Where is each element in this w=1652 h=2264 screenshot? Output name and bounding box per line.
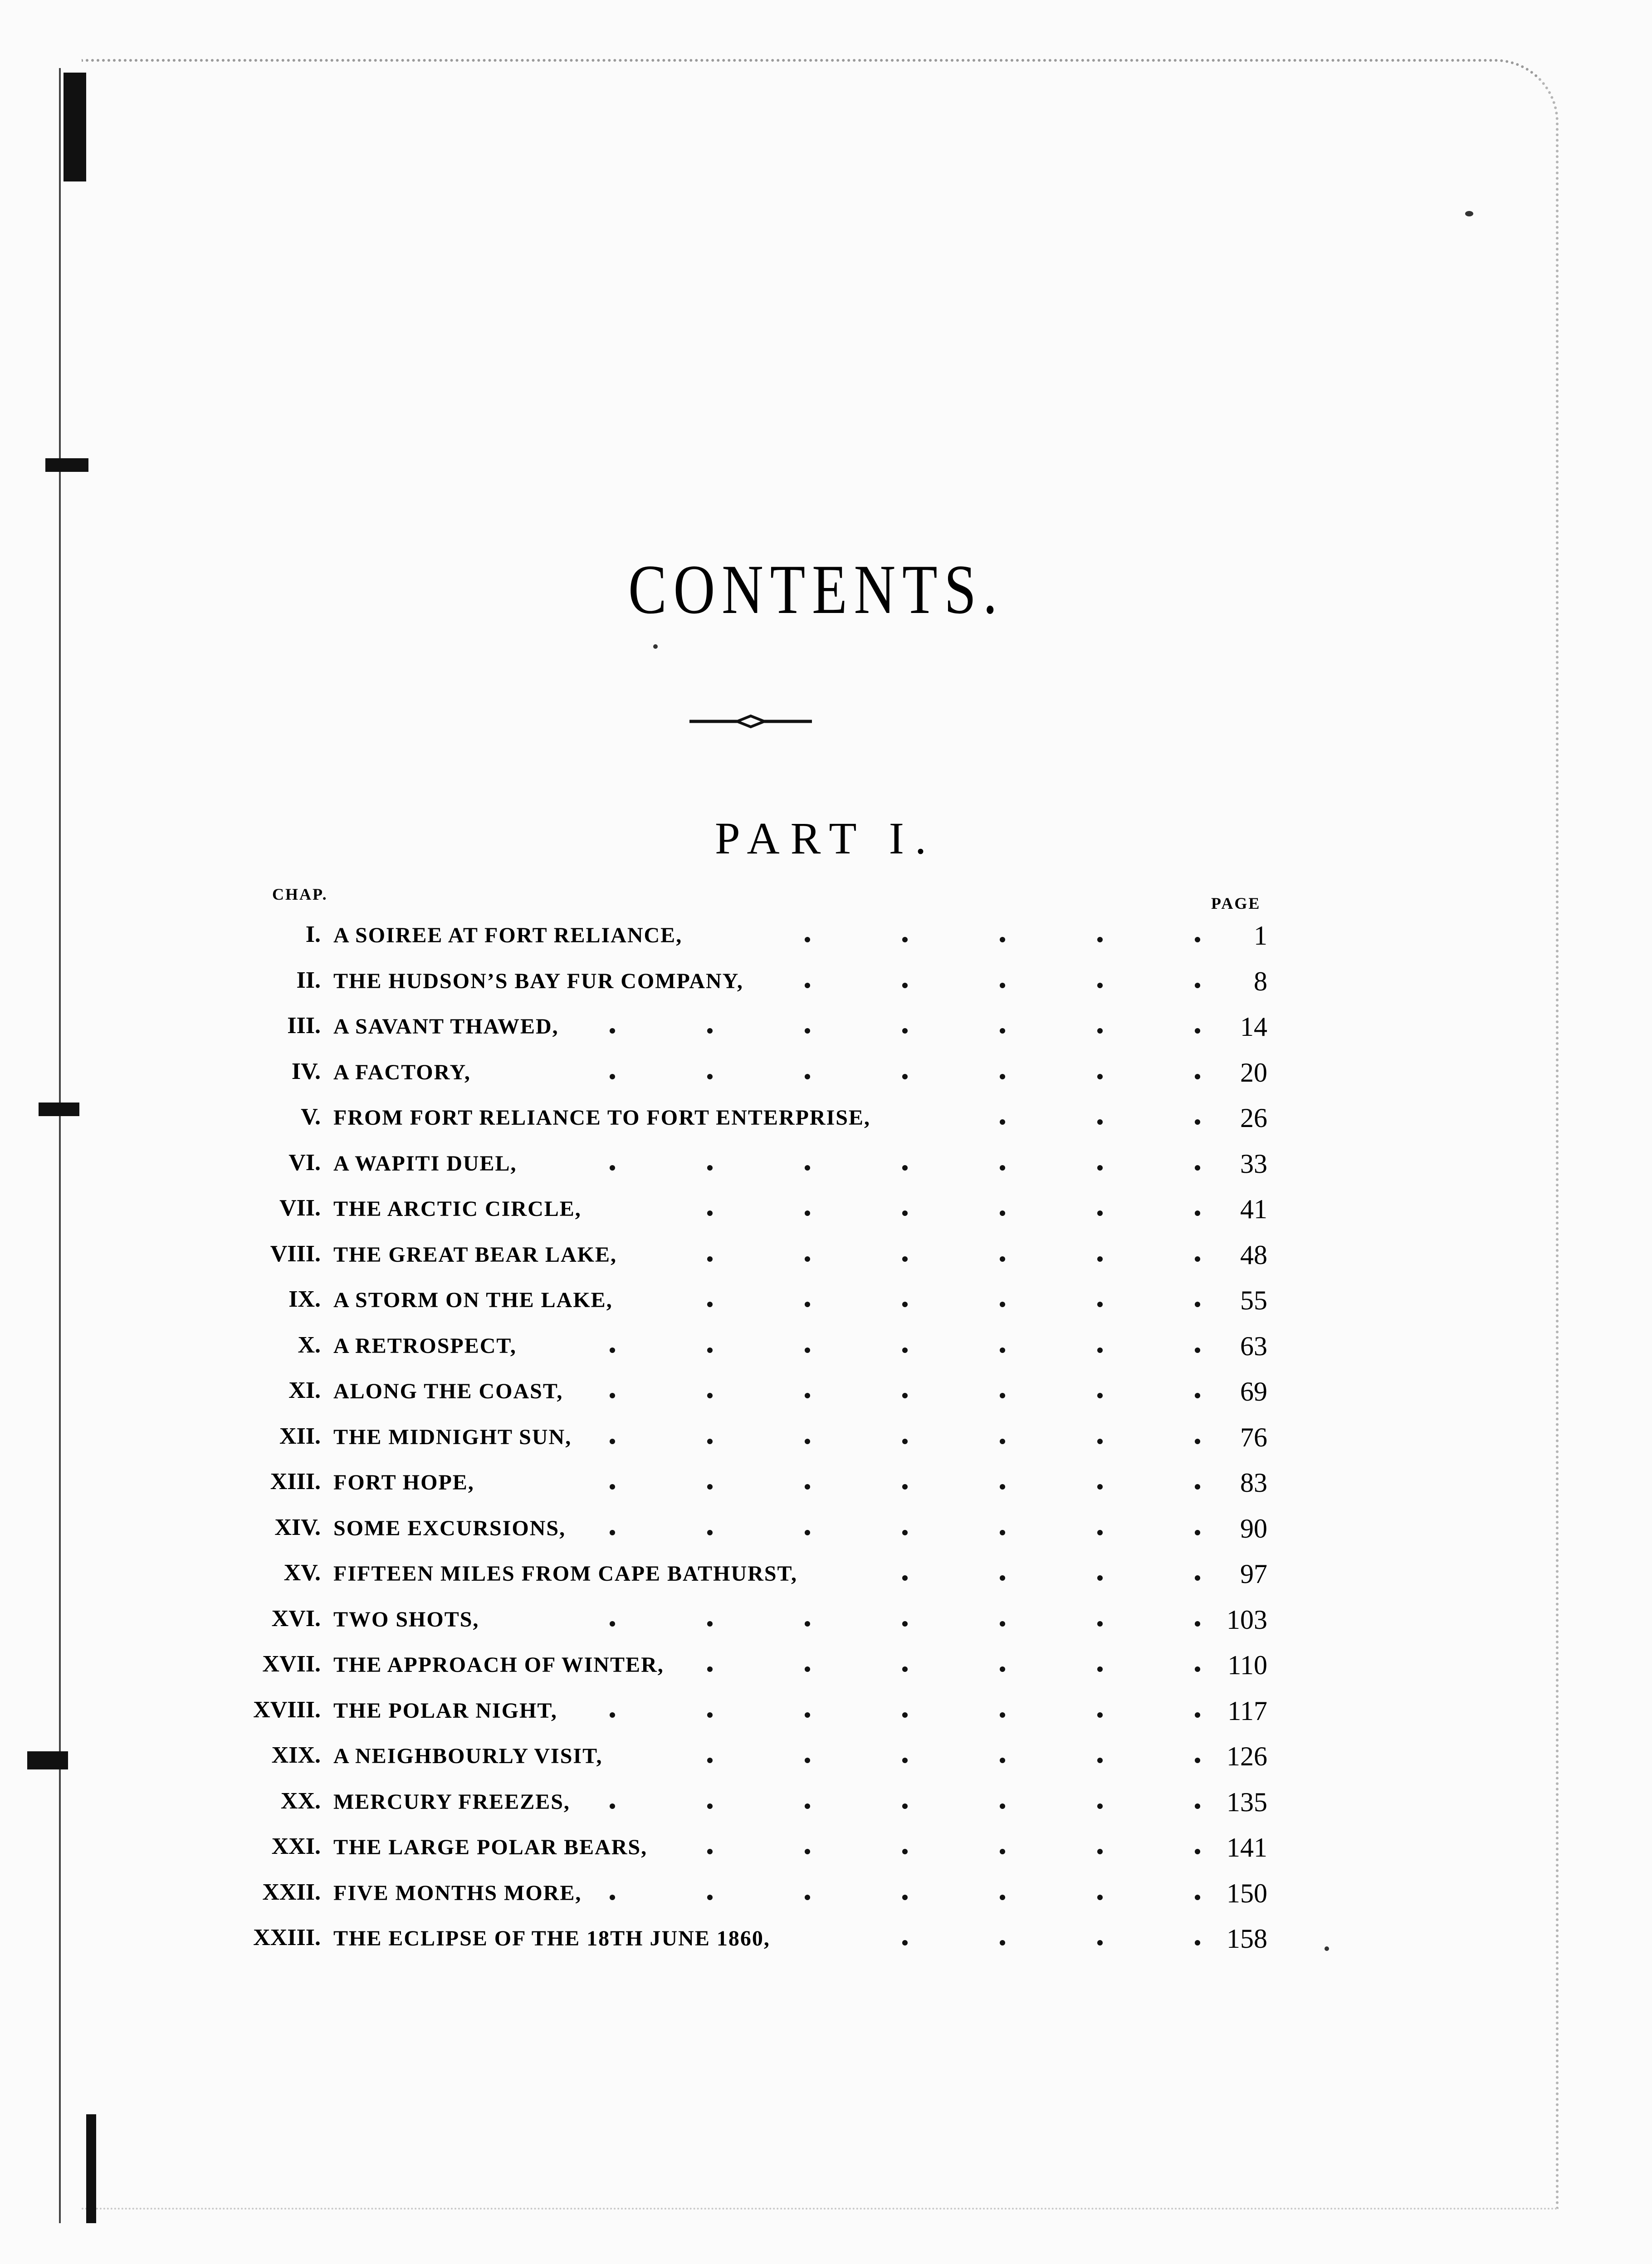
chapter-title: THE ECLIPSE OF THE 18TH JUNE 1860, — [333, 1926, 770, 1950]
chapter-title: A RETROSPECT, — [333, 1333, 517, 1358]
chapter-number: XXIII. — [253, 1925, 321, 1950]
binding-mark — [86, 2114, 96, 2223]
dot-leader — [572, 1603, 1202, 1631]
dot-leader — [572, 1740, 1202, 1767]
page-number: 90 — [1240, 1513, 1267, 1544]
chapter-number: VI. — [288, 1149, 321, 1176]
chapter-number: VIII. — [270, 1240, 321, 1267]
dot-leader — [572, 1193, 1202, 1220]
chapter-number: IV. — [291, 1058, 321, 1084]
page-number: 126 — [1227, 1741, 1267, 1771]
dot-leader — [572, 1010, 1202, 1038]
toc-entry — [0, 1601, 1652, 1646]
binding-mark — [64, 73, 86, 181]
chapter-title: THE GREAT BEAR LAKE, — [333, 1242, 617, 1267]
dot-leader — [572, 1239, 1202, 1266]
page-number: 135 — [1227, 1787, 1267, 1817]
chapter-number: XXI. — [271, 1833, 321, 1859]
chapter-number: XV. — [283, 1560, 321, 1586]
page-number: 117 — [1227, 1696, 1267, 1726]
chapter-title: THE ARCTIC CIRCLE, — [333, 1197, 582, 1221]
page-column-header: PAGE — [1211, 894, 1261, 912]
toc-entry — [0, 1372, 1652, 1418]
toc-entry — [0, 1828, 1652, 1874]
chapter-number: I. — [305, 921, 321, 947]
toc-entry — [0, 1737, 1652, 1783]
toc-entry — [0, 1692, 1652, 1737]
toc-entry — [0, 916, 1652, 962]
toc-entry — [0, 1464, 1652, 1509]
chapter-number: XIX. — [271, 1742, 321, 1768]
chapter-title: FIFTEEN MILES FROM CAPE BATHURST, — [333, 1562, 797, 1586]
chapter-title: THE LARGE POLAR BEARS, — [333, 1835, 648, 1859]
chapter-number: XII. — [279, 1423, 321, 1449]
chapter-number: V. — [301, 1104, 321, 1130]
chapter-title: FROM FORT RELIANCE TO FORT ENTERPRISE, — [333, 1106, 870, 1130]
page-number: 83 — [1240, 1468, 1267, 1498]
chapter-title: TWO SHOTS, — [333, 1607, 479, 1632]
chapter-title: THE MIDNIGHT SUN, — [333, 1425, 572, 1449]
toc-entry — [0, 1327, 1652, 1372]
chapter-number: XXII. — [262, 1879, 321, 1905]
page-number: 14 — [1240, 1012, 1267, 1042]
page-number: 26 — [1240, 1103, 1267, 1133]
chapter-title: A SOIREE AT FORT RELIANCE, — [333, 923, 683, 947]
dot-leader — [572, 1695, 1202, 1722]
chapter-number: XIII. — [270, 1469, 321, 1495]
page-number: 1 — [1254, 921, 1267, 951]
chapter-title: THE HUDSON’S BAY FUR COMPANY, — [333, 969, 743, 993]
chapter-number: IX. — [288, 1286, 321, 1312]
page-number: 69 — [1240, 1377, 1267, 1406]
dot-leader — [572, 1922, 1202, 1950]
chapter-number: III. — [287, 1013, 321, 1039]
chapter-number: VII. — [279, 1195, 321, 1221]
toc-entry — [0, 1008, 1652, 1053]
chapter-number: X. — [298, 1332, 321, 1358]
toc-entry — [0, 1509, 1652, 1555]
chapter-title: A NEIGHBOURLY VISIT, — [333, 1744, 603, 1768]
page-number: 20 — [1240, 1057, 1267, 1088]
dot-leader — [572, 1558, 1202, 1585]
dot-leader — [572, 1102, 1202, 1129]
chapter-number: XVI. — [271, 1605, 321, 1632]
toc-entry — [0, 1646, 1652, 1691]
page-number: 41 — [1240, 1194, 1267, 1224]
page-number: 110 — [1227, 1650, 1267, 1680]
chapter-number: XVII. — [262, 1651, 321, 1677]
chapter-number: II. — [296, 967, 321, 993]
dot-leader — [572, 1375, 1202, 1402]
chapter-title: THE APPROACH OF WINTER, — [333, 1653, 664, 1677]
dot-leader — [572, 919, 1202, 946]
dot-leader — [572, 1421, 1202, 1448]
chapter-title: FIVE MONTHS MORE, — [333, 1881, 582, 1905]
scan-speck — [653, 644, 658, 649]
dot-leader — [572, 1512, 1202, 1539]
page-number: 76 — [1240, 1422, 1267, 1452]
page-number: 8 — [1254, 966, 1267, 996]
toc-entry — [0, 1281, 1652, 1327]
page-number: 63 — [1240, 1331, 1267, 1361]
chapter-title: MERCURY FREEZES, — [333, 1789, 570, 1814]
chapter-number: XI. — [288, 1377, 321, 1403]
chapter-title: ALONG THE COAST, — [333, 1379, 563, 1403]
toc-entry — [0, 1920, 1652, 1965]
dot-leader — [572, 1649, 1202, 1676]
page-title: CONTENTS. — [628, 550, 1004, 628]
dot-leader — [572, 1330, 1202, 1357]
toc-entry — [0, 962, 1652, 1008]
chapter-number: XX. — [280, 1788, 321, 1814]
toc-entry — [0, 1099, 1652, 1144]
page-number: 103 — [1227, 1604, 1267, 1635]
chapter-column-header: CHAP. — [272, 885, 328, 903]
dot-leader — [572, 1466, 1202, 1494]
ornament-rule — [689, 712, 812, 730]
chapter-title: FORT HOPE, — [333, 1470, 474, 1495]
chapter-title: A STORM ON THE LAKE, — [333, 1288, 613, 1312]
chapter-title: SOME EXCURSIONS, — [333, 1516, 566, 1540]
toc-entry — [0, 1418, 1652, 1464]
page-number: 141 — [1227, 1833, 1267, 1862]
page-number: 48 — [1240, 1240, 1267, 1270]
chapter-number: XVIII. — [253, 1696, 321, 1723]
toc-entry — [0, 1145, 1652, 1190]
toc-entry — [0, 1874, 1652, 1920]
chapter-title: A WAPITI DUEL, — [333, 1151, 517, 1176]
binding-mark — [45, 458, 88, 472]
dot-leader — [572, 1831, 1202, 1858]
page-number: 33 — [1240, 1148, 1267, 1179]
toc-entry — [0, 1555, 1652, 1600]
chapter-title: THE POLAR NIGHT, — [333, 1698, 557, 1723]
toc-entry — [0, 1054, 1652, 1099]
dot-leader — [572, 965, 1202, 992]
dot-leader — [572, 1056, 1202, 1083]
scan-speck — [1465, 211, 1473, 216]
page-number: 158 — [1227, 1924, 1267, 1954]
dot-leader — [572, 1147, 1202, 1175]
dot-leader — [572, 1877, 1202, 1904]
page-number: 150 — [1227, 1878, 1267, 1908]
dot-leader — [572, 1786, 1202, 1813]
toc-entry — [0, 1236, 1652, 1281]
part-heading: PART I. — [715, 813, 937, 863]
chapter-title: A FACTORY, — [333, 1060, 471, 1084]
toc-entry — [0, 1190, 1652, 1235]
chapter-title: A SAVANT THAWED, — [333, 1014, 559, 1039]
page-number: 97 — [1240, 1559, 1267, 1589]
toc-entry — [0, 1783, 1652, 1828]
dot-leader — [572, 1284, 1202, 1311]
chapter-number: XIV. — [274, 1514, 321, 1540]
page-number: 55 — [1240, 1285, 1267, 1315]
